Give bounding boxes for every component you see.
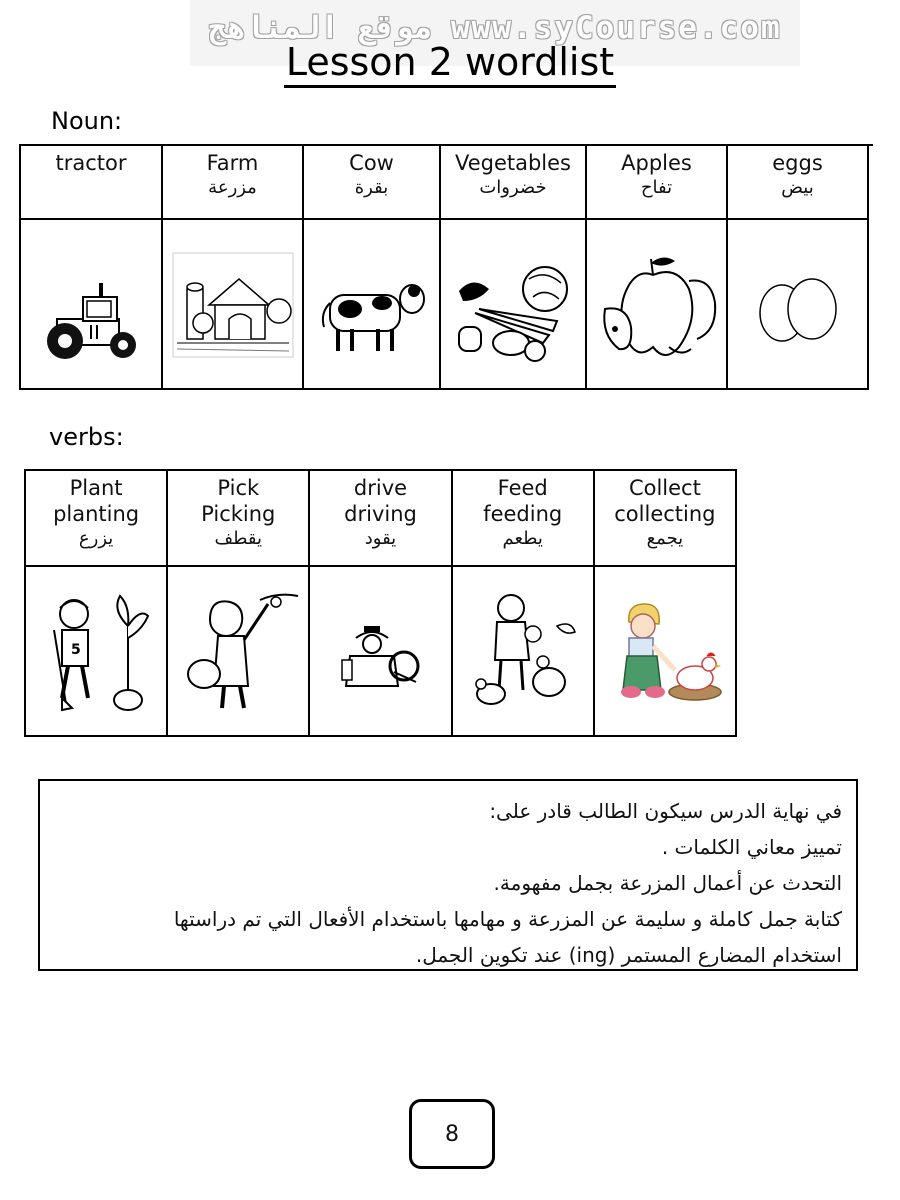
noun-header-eggs	[728, 146, 869, 220]
verb-arabic: يقود	[364, 528, 397, 549]
verb-arabic: يقطف	[214, 528, 263, 549]
picking-picture-cell	[168, 567, 310, 737]
tractor-icon	[27, 239, 155, 369]
noun-header-cow	[304, 146, 441, 220]
noun-section-label: Noun:	[51, 107, 123, 135]
verb-header-plant	[26, 471, 168, 567]
eggs-icon	[734, 239, 862, 369]
collecting-picture-cell	[595, 567, 737, 737]
noun-header-apples	[587, 146, 728, 220]
noun-word: tractor	[55, 151, 127, 175]
verb-arabic: يطعم	[502, 528, 543, 549]
noun-word: Apples	[621, 151, 692, 175]
objective-item: استخدام المضارع المستمر (ing) عند تكوين الجمل.	[415, 943, 842, 967]
verb-header-collect	[595, 471, 737, 567]
verb-base: Plant	[69, 476, 123, 500]
cow-icon	[308, 239, 436, 369]
planting-picture-cell	[26, 567, 168, 737]
farm-picture-cell	[163, 220, 304, 390]
page-title-text: Lesson 2 wordlist	[284, 40, 616, 88]
noun-header-farm	[163, 146, 304, 220]
watermark-text: موقع المناهج www.syCourse.com	[208, 10, 782, 46]
vegetables-picture-cell	[441, 220, 587, 390]
noun-word: Farm	[206, 151, 259, 175]
noun-word: eggs	[772, 151, 823, 175]
noun-arabic: تفاح	[640, 177, 673, 198]
verb-base: drive	[353, 476, 408, 500]
girl-picking-apples-icon	[174, 586, 302, 716]
farm-icon	[169, 239, 297, 369]
verb-ing: feeding	[483, 502, 563, 526]
objective-item: تمييز معاني الكلمات .	[661, 835, 842, 859]
noun-arabic: بيض	[781, 177, 814, 198]
verb-ing: planting	[53, 502, 140, 526]
noun-header-tractor	[21, 146, 163, 220]
tractor-picture-cell	[21, 220, 163, 390]
verb-table	[24, 469, 737, 737]
verb-ing: driving	[344, 502, 417, 526]
verb-section-label: verbs:	[49, 423, 124, 451]
vegetables-icon	[449, 239, 577, 369]
boy-planting-tree-icon	[32, 586, 160, 716]
learning-objectives-box	[38, 779, 858, 971]
apples-picture-cell	[587, 220, 728, 390]
noun-arabic: مزرعة	[208, 177, 257, 198]
verb-base: Collect	[628, 476, 701, 500]
page-number: 8	[409, 1099, 495, 1169]
girl-collecting-eggs-icon	[601, 586, 729, 716]
eggs-picture-cell	[728, 220, 869, 390]
verb-ing: Picking	[201, 502, 276, 526]
noun-header-vegetables	[441, 146, 587, 220]
noun-word: Vegetables	[454, 151, 572, 175]
feeding-picture-cell	[453, 567, 595, 737]
verb-arabic: يجمع	[646, 528, 684, 549]
svg-text:5: 5	[71, 642, 81, 658]
objective-item: كتابة جمل كاملة و سليمة عن المزرعة و مهامها باستخدام الأفعال التي تم دراستها	[173, 907, 842, 931]
page-title	[0, 38, 900, 86]
verb-base: Feed	[497, 476, 548, 500]
noun-word: Cow	[349, 151, 394, 175]
verb-header-feed	[453, 471, 595, 567]
boy-feeding-chickens-icon	[459, 586, 587, 716]
verb-ing: collecting	[614, 502, 716, 526]
objectives-intro: في نهاية الدرس سيكون الطالب قادر على:	[489, 799, 842, 823]
noun-table	[19, 144, 873, 390]
objective-item: التحدث عن أعمال المزرعة بجمل مفهومة.	[493, 871, 842, 895]
verb-base: Pick	[217, 476, 260, 500]
verb-header-drive	[310, 471, 452, 567]
verb-arabic: يزرع	[78, 528, 114, 549]
noun-arabic: خضروات	[479, 177, 547, 198]
driving-picture-cell	[310, 567, 452, 737]
cow-picture-cell	[304, 220, 441, 390]
apples-icon	[593, 239, 721, 369]
man-driving-icon	[316, 586, 444, 716]
noun-arabic: بقرة	[354, 177, 389, 198]
verb-header-pick	[168, 471, 310, 567]
